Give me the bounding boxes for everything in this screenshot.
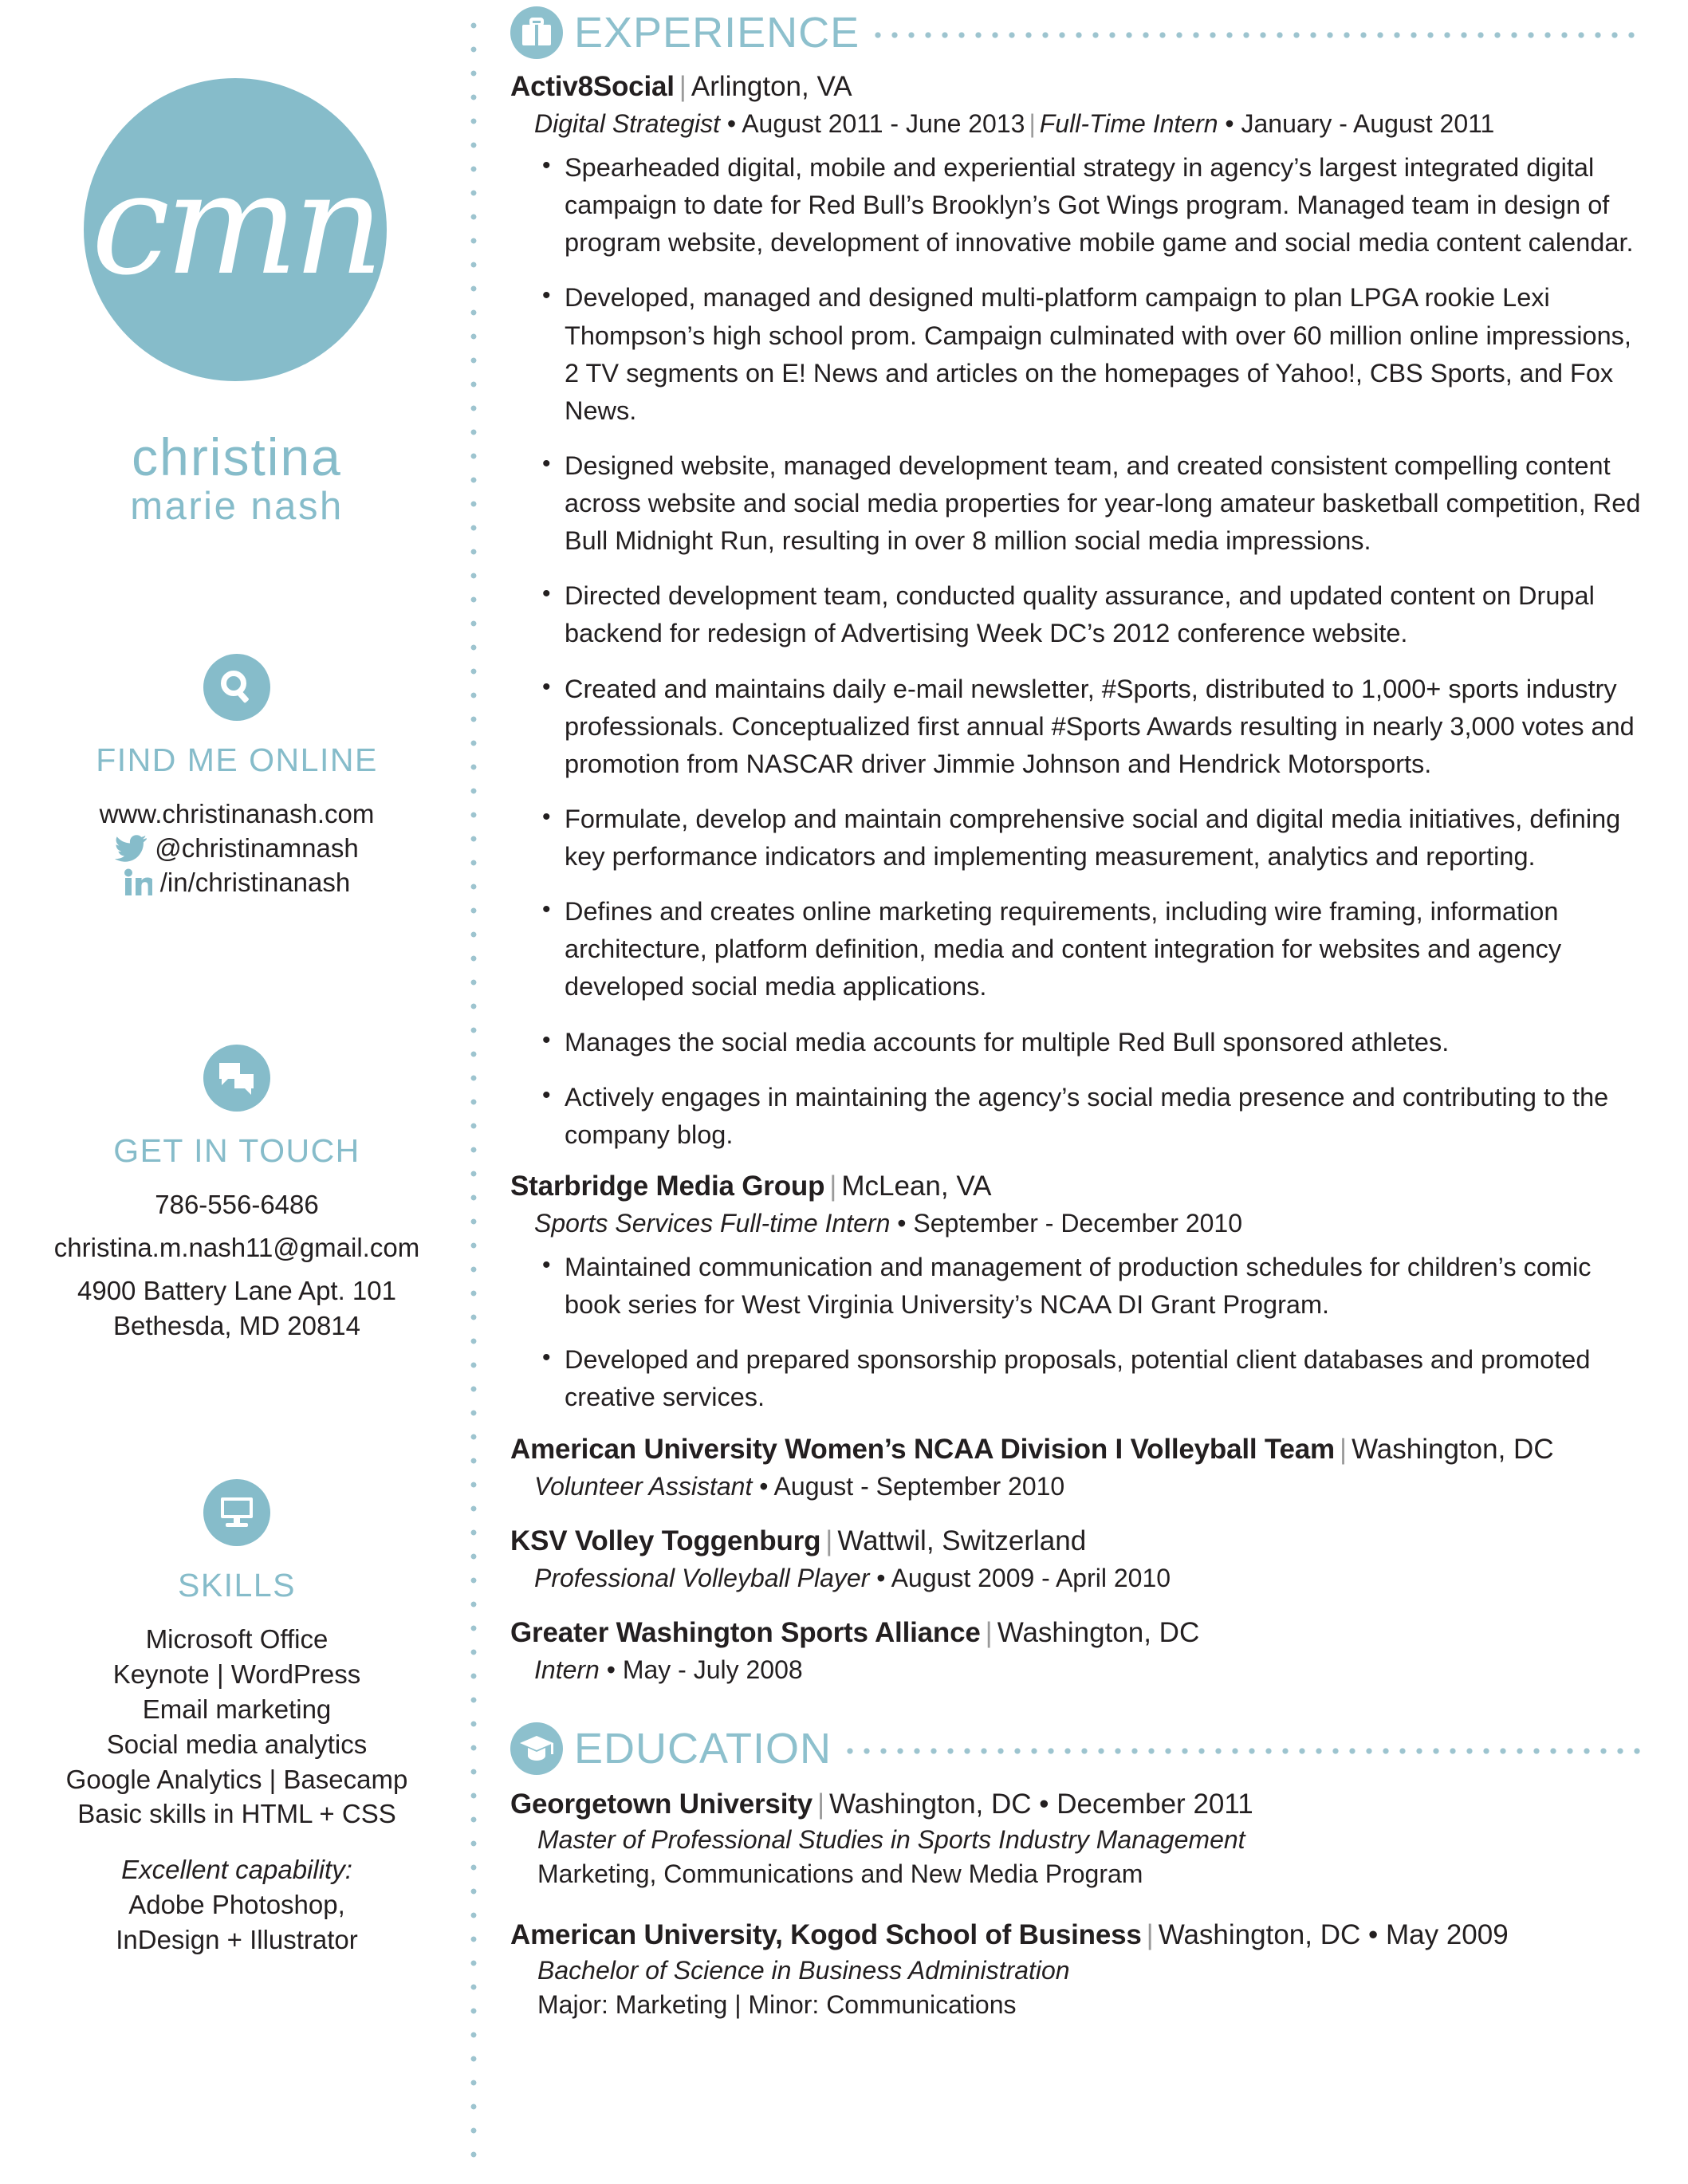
logo-monogram: cmn xyxy=(91,143,380,306)
degree: Bachelor of Science in Business Administration xyxy=(537,1955,1070,1985)
school-name: Georgetown University xyxy=(510,1788,813,1820)
linkedin-row[interactable] xyxy=(0,866,474,900)
job-role: Full-Time Intern xyxy=(1039,109,1218,139)
sidebar xyxy=(0,0,474,2184)
divider: | xyxy=(1146,1918,1154,1950)
job-meta: Volunteer Assistant • August - September 2010 xyxy=(534,1471,1065,1501)
skills-heading: SKILLS xyxy=(177,1567,297,1604)
job-location: Washington, DC xyxy=(997,1616,1200,1648)
job-meta: Professional Volleyball Player • August 2009 - April 2010 xyxy=(534,1563,1171,1592)
experience-entry xyxy=(510,1168,1643,1417)
monitor-icon xyxy=(203,1479,270,1546)
school-location: Washington, DC xyxy=(1158,1918,1361,1950)
job-meta: Intern • May - July 2008 xyxy=(534,1655,803,1684)
bullet: • Manages the social media accounts for multiple Red Bull sponsored athletes. xyxy=(510,1024,1643,1061)
degree: Master of Professional Studies in Sports Industry Management xyxy=(537,1824,1245,1854)
bullet: • Defines and creates online marketing requirements, including wire framing, information architecture, platform definition, media and content integration for websites and agency developed social media applications. xyxy=(510,893,1643,1005)
job-org: KSV Volley Toggenburg xyxy=(510,1525,821,1556)
divider: | xyxy=(985,1616,993,1648)
job-org: Starbridge Media Group xyxy=(510,1170,825,1202)
education-title: EDUCATION xyxy=(574,1724,832,1773)
job-role: Volunteer Assistant xyxy=(534,1471,753,1501)
header-dotted-rule xyxy=(874,30,1643,40)
section-skills xyxy=(0,1479,474,1958)
twitter-handle: @christinamnash xyxy=(155,832,359,863)
job-bullets xyxy=(510,1249,1643,1417)
twitter-row[interactable] xyxy=(0,832,474,866)
section-get-in-touch xyxy=(0,1045,474,1344)
linkedin-handle: /in/christinanash xyxy=(159,867,351,897)
skills-excellent-item: Adobe Photoshop, xyxy=(128,1890,345,1920)
job-location: Arlington, VA xyxy=(691,71,852,102)
main-column xyxy=(510,0,1643,2184)
experience-entry xyxy=(510,1615,1643,1687)
job-title-row xyxy=(510,1168,1643,1205)
skill-item: Microsoft Office xyxy=(145,1624,329,1654)
divider: | xyxy=(1029,109,1036,139)
divider: | xyxy=(679,71,687,102)
job-title-row xyxy=(510,69,1643,105)
skills-excellent-label: Excellent capability: xyxy=(121,1855,352,1885)
phone-number[interactable]: 786-556-6486 xyxy=(155,1190,319,1219)
job-dates: May - July 2008 xyxy=(622,1655,803,1684)
bullet: • Created and maintains daily e-mail newsletter, #Sports, distributed to 1,000+ sports industry professionals. Conceptualized first annual #Sports Awards resulting in nearly 3,000 votes and promotion from NASCAR driver Jimmie Johnson and Hendrick Motorsports. xyxy=(510,671,1643,783)
job-location: Wattwil, Switzerland xyxy=(837,1525,1087,1556)
briefcase-icon xyxy=(510,6,563,59)
school-name: American University, Kogod School of Business xyxy=(510,1918,1142,1950)
divider: | xyxy=(1339,1433,1348,1465)
job-role: Intern xyxy=(534,1655,600,1684)
bullet: • Formulate, develop and maintain comprehensive social and digital media initiatives, defining key performance indicators and implementing measurement, analytics and reporting. xyxy=(510,801,1643,876)
graduation-date: December 2011 xyxy=(1056,1788,1253,1820)
job-dates: August 2009 - April 2010 xyxy=(891,1563,1171,1592)
divider: | xyxy=(825,1525,833,1556)
bullet: • Designed website, managed development team, and created consistent compelling content across website and social media properties for year-long amateur basketball competition, Red Bull Midnight Run, resulting in over 8 million social media impressions. xyxy=(510,447,1643,560)
bullet: • Directed development team, conducted quality assurance, and updated content on Drupal backend for redesign of Advertising Week DC’s 2012 conference website. xyxy=(510,577,1643,652)
job-location: McLean, VA xyxy=(841,1170,992,1202)
bullet: • Developed, managed and designed multi-platform campaign to plan LPGA rookie Lexi Thompson’s high school prom. Campaign culminated with over 60 million online impressions, 2 TV segments on E! News and articles on the homepages of Yahoo!, CBS Sports, and Fox News. xyxy=(510,279,1643,430)
website-link[interactable]: www.christinanash.com xyxy=(99,799,375,828)
candidate-name xyxy=(0,427,474,531)
job-meta: Digital Strategist • August 2011 - June 2013 | Full-Time Intern • January - August 2011 xyxy=(534,109,1495,139)
job-role: Professional Volleyball Player xyxy=(534,1563,870,1592)
email-address[interactable]: christina.m.nash11@gmail.com xyxy=(53,1232,420,1262)
job-location: Washington, DC xyxy=(1352,1433,1554,1465)
job-title-row xyxy=(510,1523,1643,1560)
job-org: American University Women’s NCAA Division I Volleyball Team xyxy=(510,1433,1335,1465)
graduation-date: May 2009 xyxy=(1385,1918,1509,1950)
logo xyxy=(84,78,387,381)
skill-item: Google Analytics | Basecamp xyxy=(65,1764,408,1794)
skill-item: Keynote | WordPress xyxy=(112,1659,361,1689)
logo-circle xyxy=(84,78,387,381)
job-role: Digital Strategist xyxy=(534,109,720,139)
education-title-row: Georgetown University | Washington, DC • December 2011 xyxy=(510,1788,1253,1820)
job-dates: January - August 2011 xyxy=(1241,109,1495,139)
education-section-header xyxy=(510,1716,1643,1781)
job-dates: August 2011 - June 2013 xyxy=(742,109,1025,139)
program: Marketing, Communications and New Media Program xyxy=(537,1859,1143,1888)
skill-item: Basic skills in HTML + CSS xyxy=(77,1799,396,1829)
name-rest: marie nash xyxy=(130,485,344,528)
job-dates: September - December 2010 xyxy=(913,1209,1242,1238)
find-me-online-heading: FIND ME ONLINE xyxy=(96,742,378,778)
address-line-2: Bethesda, MD 20814 xyxy=(112,1310,361,1340)
skills-excellent-item: InDesign + Illustrator xyxy=(116,1925,358,1954)
divider: | xyxy=(816,1788,825,1820)
twitter-bird-icon xyxy=(115,835,147,862)
experience-entry xyxy=(510,69,1643,1154)
section-find-me-online xyxy=(0,654,474,900)
education-title-row: American University, Kogod School of Business | Washington, DC • May 2009 xyxy=(510,1918,1509,1950)
experience-section-header xyxy=(510,0,1643,65)
job-meta: Sports Services Full-time Intern • September - December 2010 xyxy=(534,1209,1242,1238)
magnifier-icon xyxy=(203,654,270,721)
graduation-cap-icon xyxy=(510,1722,563,1775)
speech-bubbles-icon xyxy=(203,1045,270,1112)
skill-item: Social media analytics xyxy=(106,1729,368,1759)
vertical-dotted-divider xyxy=(469,22,478,2167)
linkedin-icon xyxy=(124,868,152,897)
name-first: christina xyxy=(132,427,342,486)
header-dotted-rule xyxy=(846,1746,1643,1756)
get-in-touch-heading: GET IN TOUCH xyxy=(113,1132,360,1169)
job-bullets xyxy=(510,149,1643,1154)
address-line-1: 4900 Battery Lane Apt. 101 xyxy=(77,1275,396,1305)
experience-entry xyxy=(510,1431,1643,1504)
bullet: • Maintained communication and management of production schedules for children’s comic book series for West Virginia University’s NCAA DI Grant Program. xyxy=(510,1249,1643,1324)
bullet: • Spearheaded digital, mobile and experiential strategy in agency’s largest integrated digital campaign to date for Red Bull’s Brooklyn’s Got Wings program. Managed team in design of program website, development of innovative mobile game and social media content calendar. xyxy=(510,149,1643,262)
job-title-row xyxy=(510,1615,1643,1651)
job-title-row xyxy=(510,1431,1643,1468)
divider: | xyxy=(829,1170,837,1202)
education-entry xyxy=(510,1917,1643,2022)
school-location: Washington, DC xyxy=(829,1788,1032,1820)
job-org: Greater Washington Sports Alliance xyxy=(510,1616,981,1648)
skill-item: Email marketing xyxy=(142,1694,332,1724)
job-dates: August - September 2010 xyxy=(773,1471,1065,1501)
program: Major: Marketing | Minor: Communications xyxy=(537,1989,1017,2019)
education-entry xyxy=(510,1786,1643,1891)
bullet: • Developed and prepared sponsorship proposals, potential client databases and promoted creative services. xyxy=(510,1341,1643,1416)
job-org: Activ8Social xyxy=(510,71,675,102)
experience-title: EXPERIENCE xyxy=(574,9,860,57)
experience-entry xyxy=(510,1523,1643,1596)
job-role: Sports Services Full-time Intern xyxy=(534,1209,891,1238)
bullet: • Actively engages in maintaining the agency’s social media presence and contributing to the company blog. xyxy=(510,1079,1643,1154)
